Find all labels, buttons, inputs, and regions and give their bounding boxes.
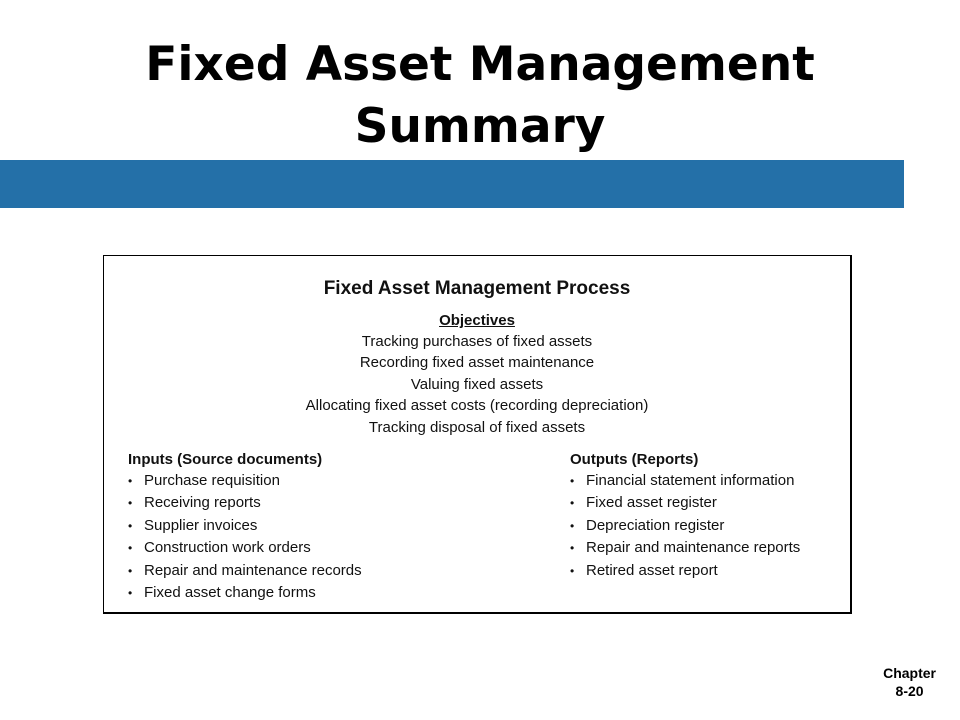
chapter-label	[883, 664, 936, 700]
list-item	[128, 515, 362, 537]
slide-title: Fixed Asset Management Summary	[145, 37, 815, 154]
chapter-label-line1: Chapter	[883, 665, 936, 681]
output-item-text: Retired asset report	[586, 561, 718, 579]
objective-item: Tracking purchases of fixed assets	[361, 333, 593, 350]
list-item	[128, 537, 362, 559]
bullet-icon: •	[570, 518, 575, 533]
bullet-icon: •	[570, 474, 575, 488]
title-accent-bar	[0, 160, 904, 208]
bullet-icon: •	[128, 474, 133, 488]
objective-item: Allocating fixed asset costs (recording depreciation)	[305, 397, 649, 415]
list-item	[570, 470, 800, 492]
input-item-text: Purchase requisition	[144, 472, 280, 489]
objective-item: Valuing fixed assets	[410, 375, 544, 393]
inputs-list	[128, 470, 362, 604]
output-item-text: Fixed asset register	[586, 494, 717, 512]
chapter-label-line2: 8-20	[895, 683, 924, 699]
outputs-list	[570, 470, 800, 582]
input-item-text: Repair and maintenance records	[144, 561, 362, 579]
bullet-icon: •	[128, 586, 133, 601]
inputs-section	[128, 449, 362, 604]
input-item-text: Receiving reports	[144, 494, 261, 512]
objective-item: Tracking disposal of fixed assets	[368, 418, 586, 436]
objectives-heading: Objectives	[439, 312, 515, 329]
list-item	[570, 515, 800, 537]
objectives-section	[104, 310, 850, 438]
bullet-icon: •	[570, 496, 575, 511]
bullet-icon: •	[128, 518, 133, 533]
bullet-icon: •	[128, 541, 133, 556]
output-item-text: Depreciation register	[586, 516, 725, 534]
list-item	[128, 582, 362, 604]
list-item	[570, 537, 800, 559]
objective-item: Recording fixed asset maintenance	[359, 354, 595, 372]
output-item-text: Repair and maintenance reports	[586, 539, 801, 557]
input-item-text: Supplier invoices	[144, 516, 258, 534]
inputs-heading: Inputs (Source documents)	[128, 451, 323, 468]
list-item	[570, 560, 800, 582]
input-item-text: Fixed asset change forms	[144, 584, 316, 602]
process-figure	[103, 255, 852, 614]
input-item-text: Construction work orders	[144, 539, 311, 557]
process-title: Fixed Asset Management Process	[323, 278, 631, 299]
outputs-heading: Outputs (Reports)	[570, 451, 699, 468]
bullet-icon: •	[128, 563, 133, 578]
output-item-text: Financial statement information	[586, 472, 795, 489]
bullet-icon: •	[570, 541, 575, 556]
list-item	[128, 560, 362, 582]
list-item	[570, 492, 800, 514]
list-item	[128, 492, 362, 514]
outputs-section	[570, 449, 800, 582]
bullet-icon: •	[570, 563, 575, 578]
bullet-icon: •	[128, 496, 133, 511]
list-item	[128, 470, 362, 492]
